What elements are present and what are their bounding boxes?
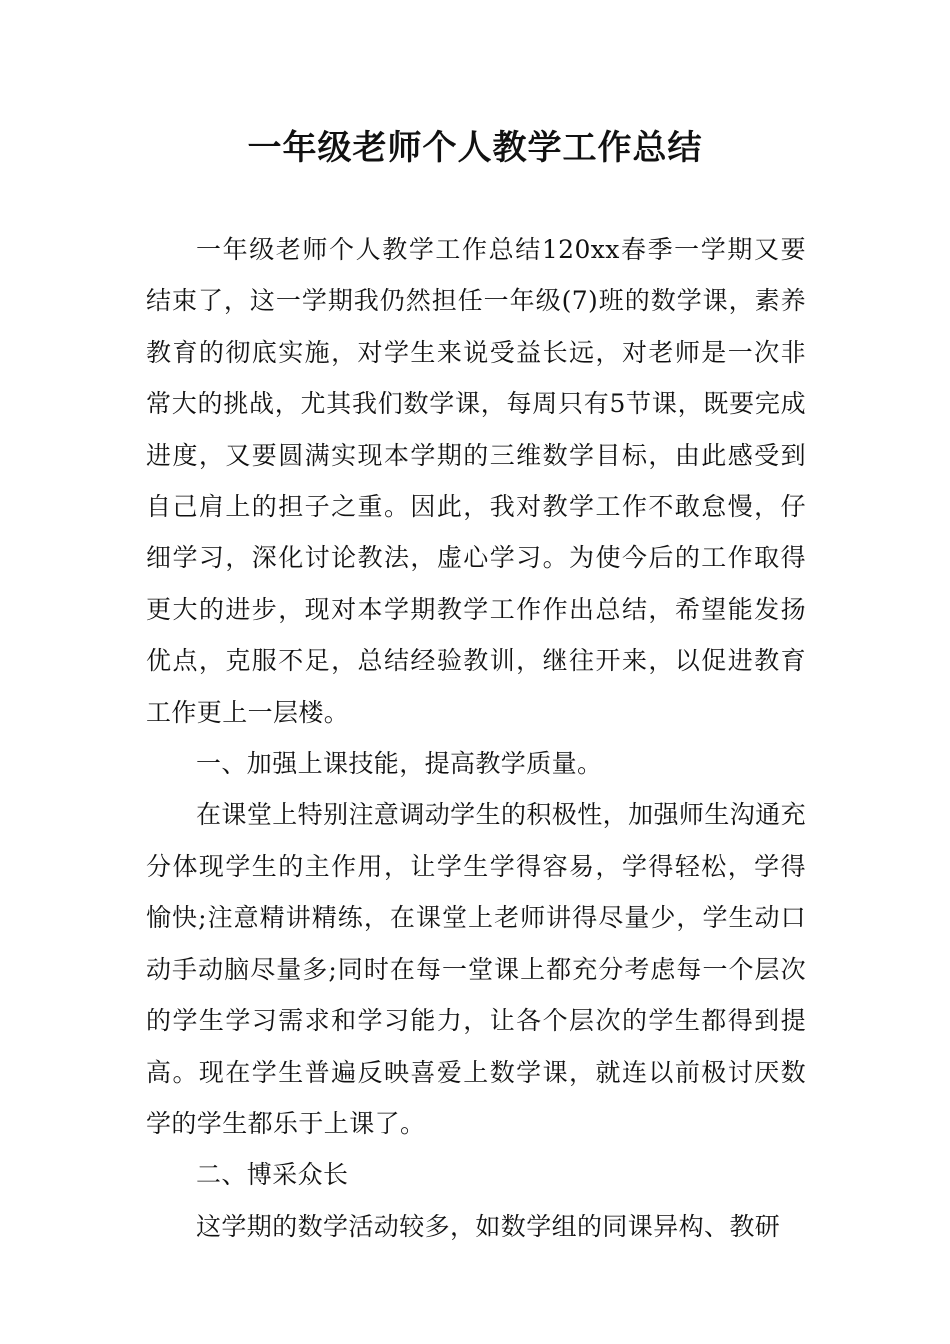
section-1-paragraph: 在课堂上特别注意调动学生的积极性，加强师生沟通充分体现学生的主作用，让学生学得容易，学得轻松，学得愉快;注意精讲精练，在课堂上老师讲得尽量少，学生动口动手动脑尽量多;同时在每一堂课上都充分考虑每一个层次的学生学习需求和学习能力，让各个层次的学生都得到提高。现在学生普遍反映喜爱上数学课，就连以前极讨厌数学的学生都乐于上课了。: [146, 800, 806, 1138]
intro-paragraph: 一年级老师个人教学工作总结120xx春季一学期又要结束了，这一学期我仍然担任一年级(7)班的数学课，素养教育的彻底实施，对学生来说受益长远，对老师是一次非常大的挑战，尤其我们数学课，每周只有5节课，既要完成进度，又要圆满实现本学期的三维数学目标，由此感受到自己肩上的担子之重。因此，我对教学工作不敢怠慢，仔细学习，深化讨论教法，虚心学习。为使今后的工作取得更大的进步，现对本学期教学工作作出总结，希望能发扬优点，克服不足，总结经验教训，继往开来，以促进教育工作更上一层楼。: [146, 235, 806, 727]
document-body: [146, 224, 806, 1252]
document-title: 一年级老师个人教学工作总结: [247, 128, 703, 168]
section-heading-2: 二、博采众长: [196, 1160, 349, 1190]
section-2-paragraph: 这学期的数学活动较多，如数学组的同课异构、教研: [196, 1211, 781, 1241]
section-heading-1: 一、加强上课技能，提高教学质量。: [196, 749, 603, 779]
